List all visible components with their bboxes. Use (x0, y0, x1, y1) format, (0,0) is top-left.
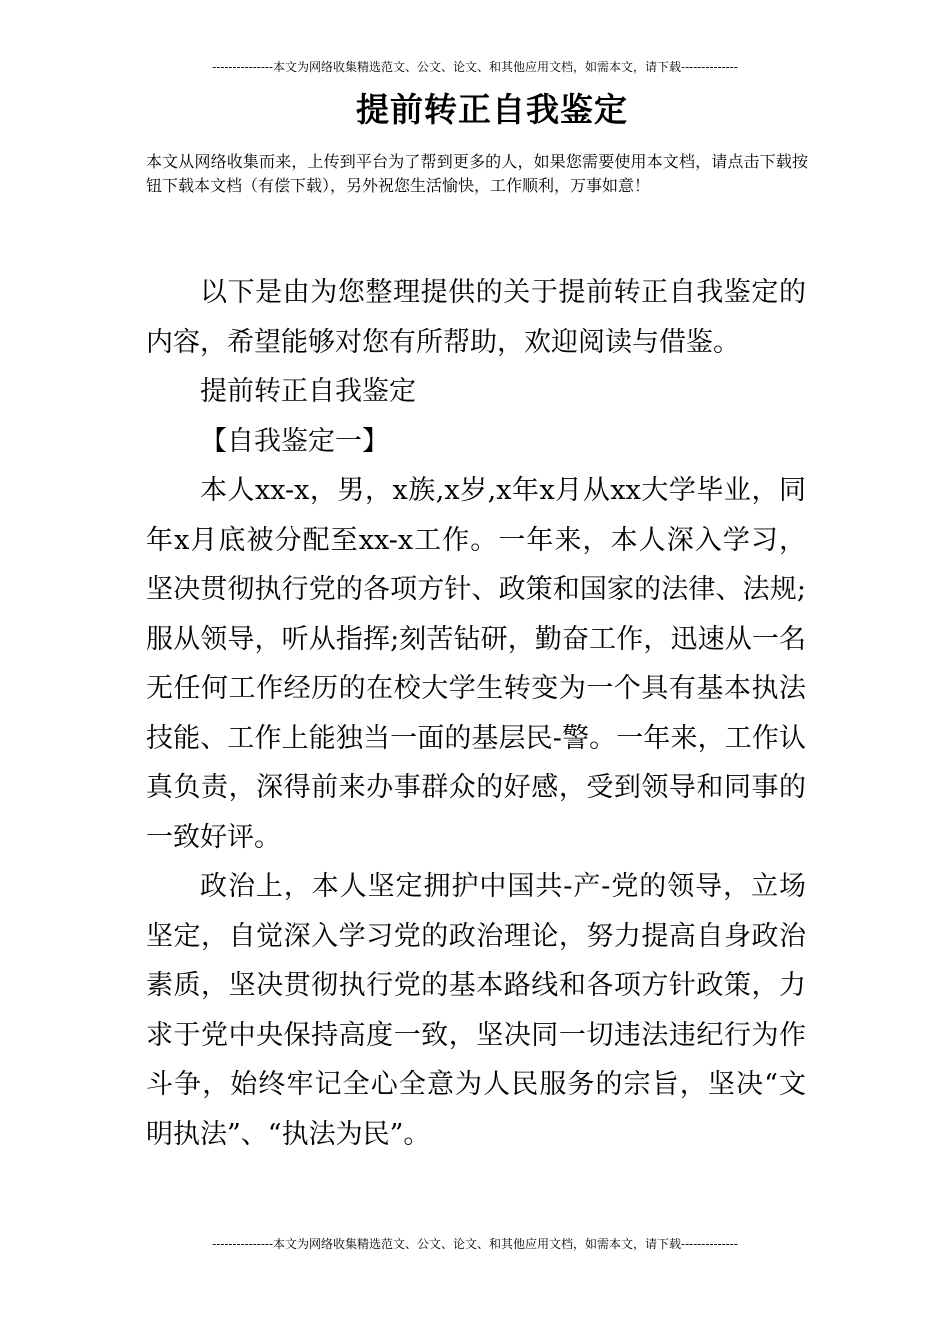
paragraph-body: 政治上，本人坚定拥护中国共-产-党的领导，立场坚定，自觉深入学习党的政治理论，努力提高自身政治素质，坚决贯彻执行党的基本路线和各项方针政策，力求于党中央保持高度一致，坚决同一切违法违纪行为作斗争，始终牢记全心全意为人民服务的宗旨，坚决“文明执法”、“执法为民”。 (146, 871, 806, 1150)
section-heading: 【自我鉴定一】 (200, 425, 389, 457)
paragraph-heading: 提前转正自我鉴定 (200, 376, 416, 407)
document-body (146, 268, 806, 1159)
download-notice: 本文从网络收集而来，上传到平台为了帮到更多的人，如果您需要使用本文档，请点击下载按钮下载本文档（有偿下载），另外祝您生活愉快，工作顺利，万事如意！ (146, 152, 808, 195)
page-header-notice: ---------------本文为网络收集精选范文、公文、论文、和其他应用文档，如需本文，请下载-------------- (212, 60, 738, 74)
document-title: 提前转正自我鉴定 (356, 90, 628, 129)
paragraph-body: 本人xx-x，男，x族,x岁,x年x月从xx大学毕业，同年x月底被分配至xx-x工作。一年来，本人深入学习，坚决贯彻执行党的各项方针、政策和国家的法律、法规;服从领导，听从指挥;刻苦钻研，勤奋工作，迅速从一名无任何工作经历的在校大学生转变为一个具有基本执法技能、工作上能独当一面的基层民-警。一年来，工作认真负责，深得前来办事群众的好感，受到领导和同事的一致好评。 (146, 475, 806, 853)
page-footer-notice: ---------------本文为网络收集精选范文、公文、论文、和其他应用文档，如需本文，请下载-------------- (212, 1237, 738, 1251)
paragraph-intro: 以下是由为您整理提供的关于提前转正自我鉴定的内容，希望能够对您有所帮助，欢迎阅读与借鉴。 (146, 277, 806, 358)
